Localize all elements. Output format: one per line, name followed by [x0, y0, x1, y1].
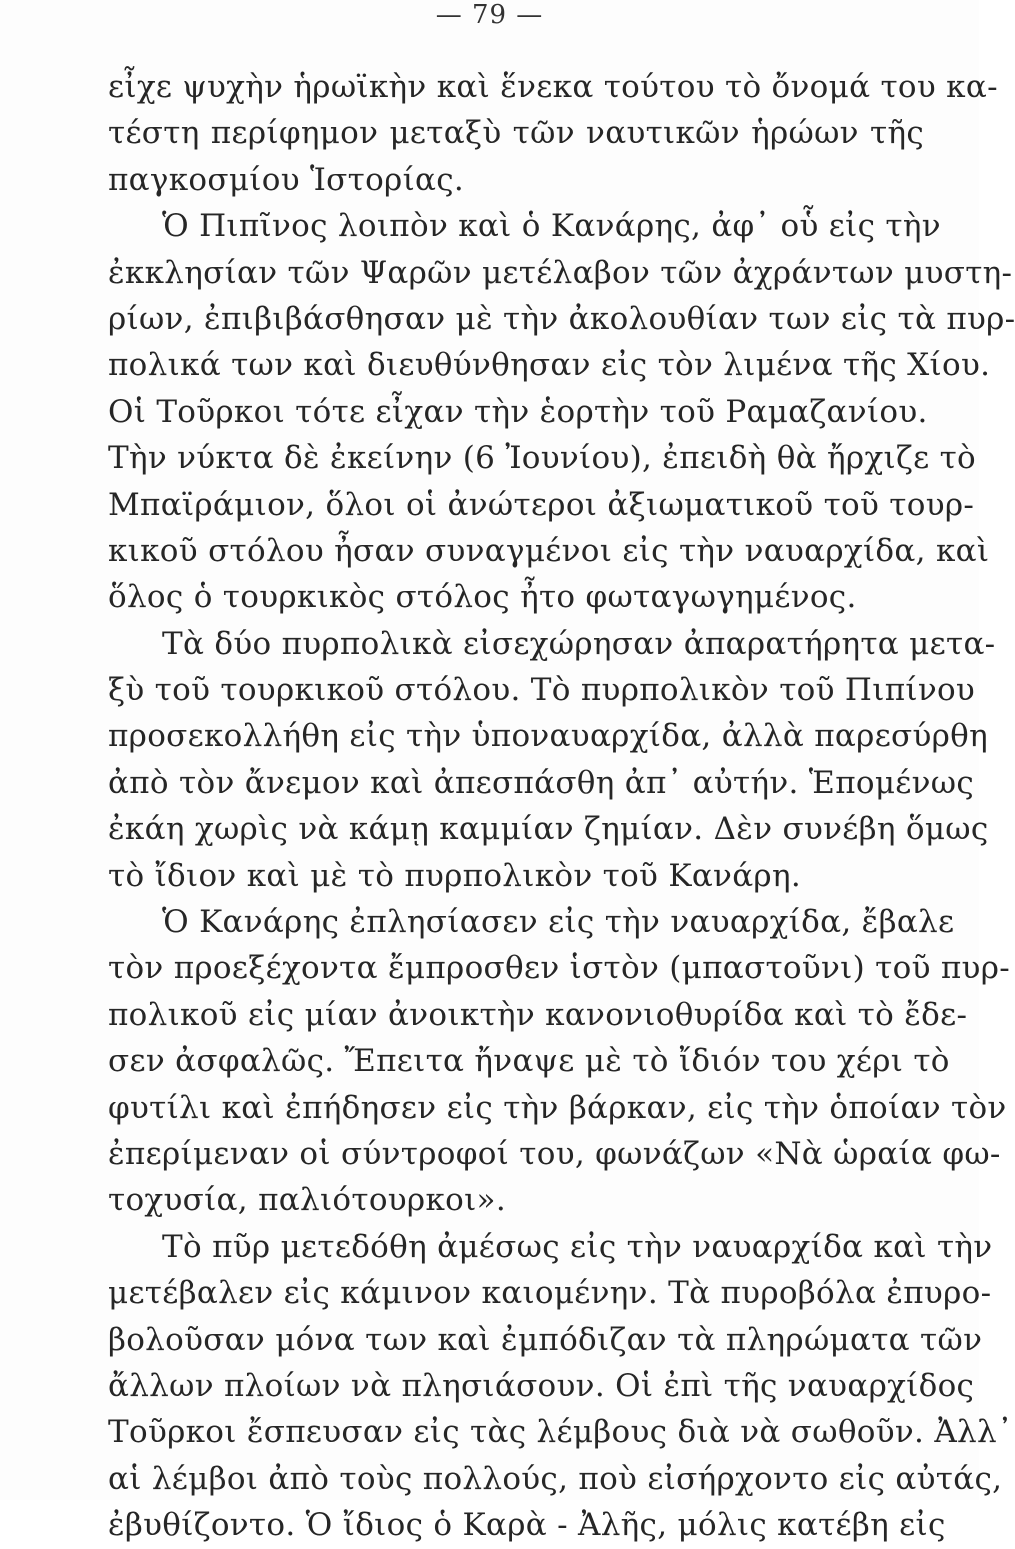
- text-line: Μπαϊράμιον, ὅλοι οἱ ἀνώτεροι ἀξιωματικοῦ τοῦ τουρ-: [108, 486, 975, 523]
- text-line: Τὴν νύκτα δὲ ἐκείνην (6 Ἰουνίου), ἐπειδὴ θὰ ἤρχιζε τὸ: [108, 440, 977, 477]
- text-line: πολικά των καὶ διευθύνθησαν εἰς τὸν λιμένα τῆς Χίου.: [108, 347, 991, 384]
- text-line: ἐβυθίζοντο. Ὁ ἴδιος ὁ Καρὰ - Ἀλῆς, μόλις κατέβη εἰς: [108, 1507, 946, 1544]
- text-line: ἄλλων πλοίων νὰ πλησιάσουν. Οἱ ἐπὶ τῆς ναυαρχίδος: [108, 1367, 975, 1404]
- text-line: ἐκκλησίαν τῶν Ψαρῶν μετέλαβον τῶν ἀχράντων μυστη-: [108, 254, 1013, 291]
- text-line: Ὁ Πιπῖνος λοιπὸν καὶ ὁ Κανάρης, ἀφ᾽ οὗ εἰς τὴν: [162, 208, 941, 245]
- text-line: τὸ ἴδιον καὶ μὲ τὸ πυρπολικὸν τοῦ Κανάρη.: [108, 857, 801, 894]
- text-line: Τοῦρκοι ἔσπευσαν εἰς τὰς λέμβους διὰ νὰ σωθοῦν. Ἀλλ᾽: [108, 1414, 1013, 1451]
- text-line: ὅλος ὁ τουρκικὸς στόλος ἦτο φωταγωγημένος.: [108, 579, 857, 616]
- text-line: ἀπὸ τὸν ἄνεμον καὶ ἀπεσπάσθη ἀπ᾽ αὐτήν. Ἑπομένως: [108, 764, 975, 801]
- text-line: αἱ λέμβοι ἀπὸ τοὺς πολλούς, ποὺ εἰσήρχοντο εἰς αὐτάς,: [108, 1460, 1003, 1497]
- text-line: σεν ἀσφαλῶς. Ἔπειτα ἤναψε μὲ τὸ ἴδιόν του χέρι τὸ: [108, 1043, 950, 1080]
- text-line: Ὁ Κανάρης ἐπλησίασεν εἰς τὴν ναυαρχίδα, ἔβαλε: [162, 904, 955, 941]
- text-line: παγκοσμίου Ἱστορίας.: [108, 161, 465, 198]
- text-line: ρίων, ἐπιβιβάσθησαν μὲ τὴν ἀκολουθίαν των εἰς τὰ πυρ-: [108, 300, 1015, 337]
- text-line: μετέβαλεν εἰς κάμινον καιομένην. Τὰ πυροβόλα ἐπυρο-: [108, 1275, 992, 1312]
- body-text: [108, 64, 1015, 1549]
- text-line: ξὺ τοῦ τουρκικοῦ στόλου. Τὸ πυρπολικὸν τοῦ Πιπίνου: [108, 672, 976, 709]
- text-line: τὸν προεξέχοντα ἔμπροσθεν ἱστὸν (μπαστοῦνι) τοῦ πυρ-: [108, 950, 1011, 987]
- page-number: — 79 —: [435, 0, 544, 30]
- text-line: φυτίλι καὶ ἐπήδησεν εἰς τὴν βάρκαν, εἰς τὴν ὁποίαν τὸν: [108, 1089, 1007, 1126]
- text-line: προσεκολλήθη εἰς τὴν ὑποναυαρχίδα, ἀλλὰ παρεσύρθη: [108, 718, 989, 755]
- text-line: βολοῦσαν μόνα των καὶ ἐμπόδιζαν τὰ πληρώματα τῶν: [108, 1321, 983, 1358]
- text-line: Οἱ Τοῦρκοι τότε εἶχαν τὴν ἑορτὴν τοῦ Ραμαζανίου.: [108, 393, 928, 430]
- text-line: Τὰ δύο πυρπολικὰ εἰσεχώρησαν ἀπαρατήρητα μετα-: [162, 625, 996, 662]
- text-line: ἐκάη χωρὶς νὰ κάμῃ καμμίαν ζημίαν. Δὲν συνέβη ὅμως: [108, 811, 989, 848]
- text-line: τέστη περίφημον μεταξὺ τῶν ναυτικῶν ἡρώων τῆς: [108, 115, 924, 152]
- text-line: Τὸ πῦρ μετεδόθη ἀμέσως εἰς τὴν ναυαρχίδα καὶ τὴν: [162, 1228, 993, 1265]
- text-line: τοχυσία, παλιότουρκοι».: [108, 1182, 506, 1219]
- text-line: κικοῦ στόλου ἦσαν συναγμένοι εἰς τὴν ναυαρχίδα, καὶ: [108, 532, 990, 569]
- text-line: ἐπερίμεναν οἱ σύντροφοί του, φωνάζων «Νὰ ὡραία φω-: [108, 1135, 1001, 1172]
- text-line: εἶχε ψυχὴν ἡρωϊκὴν καὶ ἕνεκα τούτου τὸ ὄνομά του κα-: [108, 69, 998, 105]
- text-line: πολικοῦ εἰς μίαν ἀνοικτὴν κανονιοθυρίδα καὶ τὸ ἔδε-: [108, 996, 968, 1033]
